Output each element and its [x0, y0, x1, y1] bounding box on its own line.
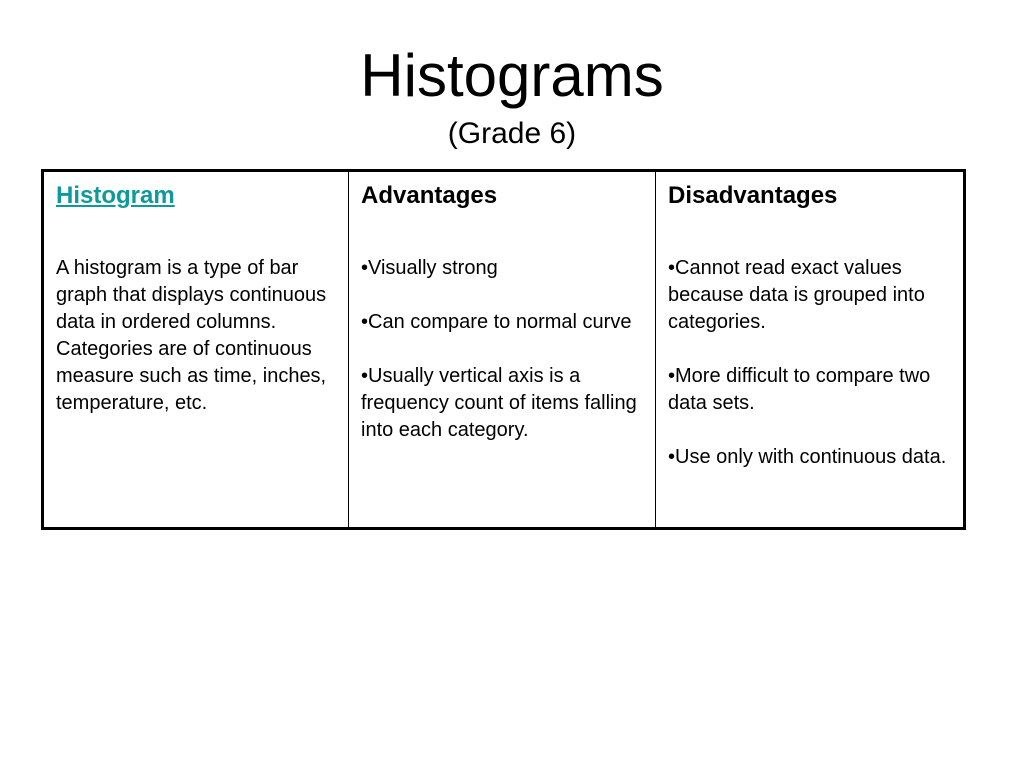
- histogram-info-table: [41, 169, 966, 530]
- slide-title: Histograms: [360, 42, 664, 109]
- advantage-item: •Can compare to normal curve: [361, 311, 632, 333]
- advantages-cell: [349, 171, 656, 529]
- histogram-link[interactable]: Histogram: [56, 182, 175, 209]
- disadvantage-item: •Cannot read exact values because data is grouped into categories.: [668, 257, 925, 333]
- disadvantage-item: •More difficult to compare two data sets.: [668, 365, 931, 414]
- disadvantages-cell: [656, 171, 965, 529]
- slide-subtitle: (Grade 6): [447, 117, 577, 150]
- advantage-item: •Visually strong: [361, 257, 498, 279]
- advantages-header: Advantages: [361, 182, 498, 209]
- table-row: [43, 171, 965, 529]
- definition-text: A histogram is a type of bar graph that displays continuous data in ordered columns. Categories are of continuous measure such as time, inches, temperature, etc.: [56, 257, 327, 414]
- advantage-item: •Usually vertical axis is a frequency count of items falling into each category.: [361, 365, 637, 441]
- disadvantage-item: •Use only with continuous data.: [668, 446, 947, 468]
- definition-cell: [43, 171, 349, 529]
- disadvantages-header: Disadvantages: [668, 182, 838, 209]
